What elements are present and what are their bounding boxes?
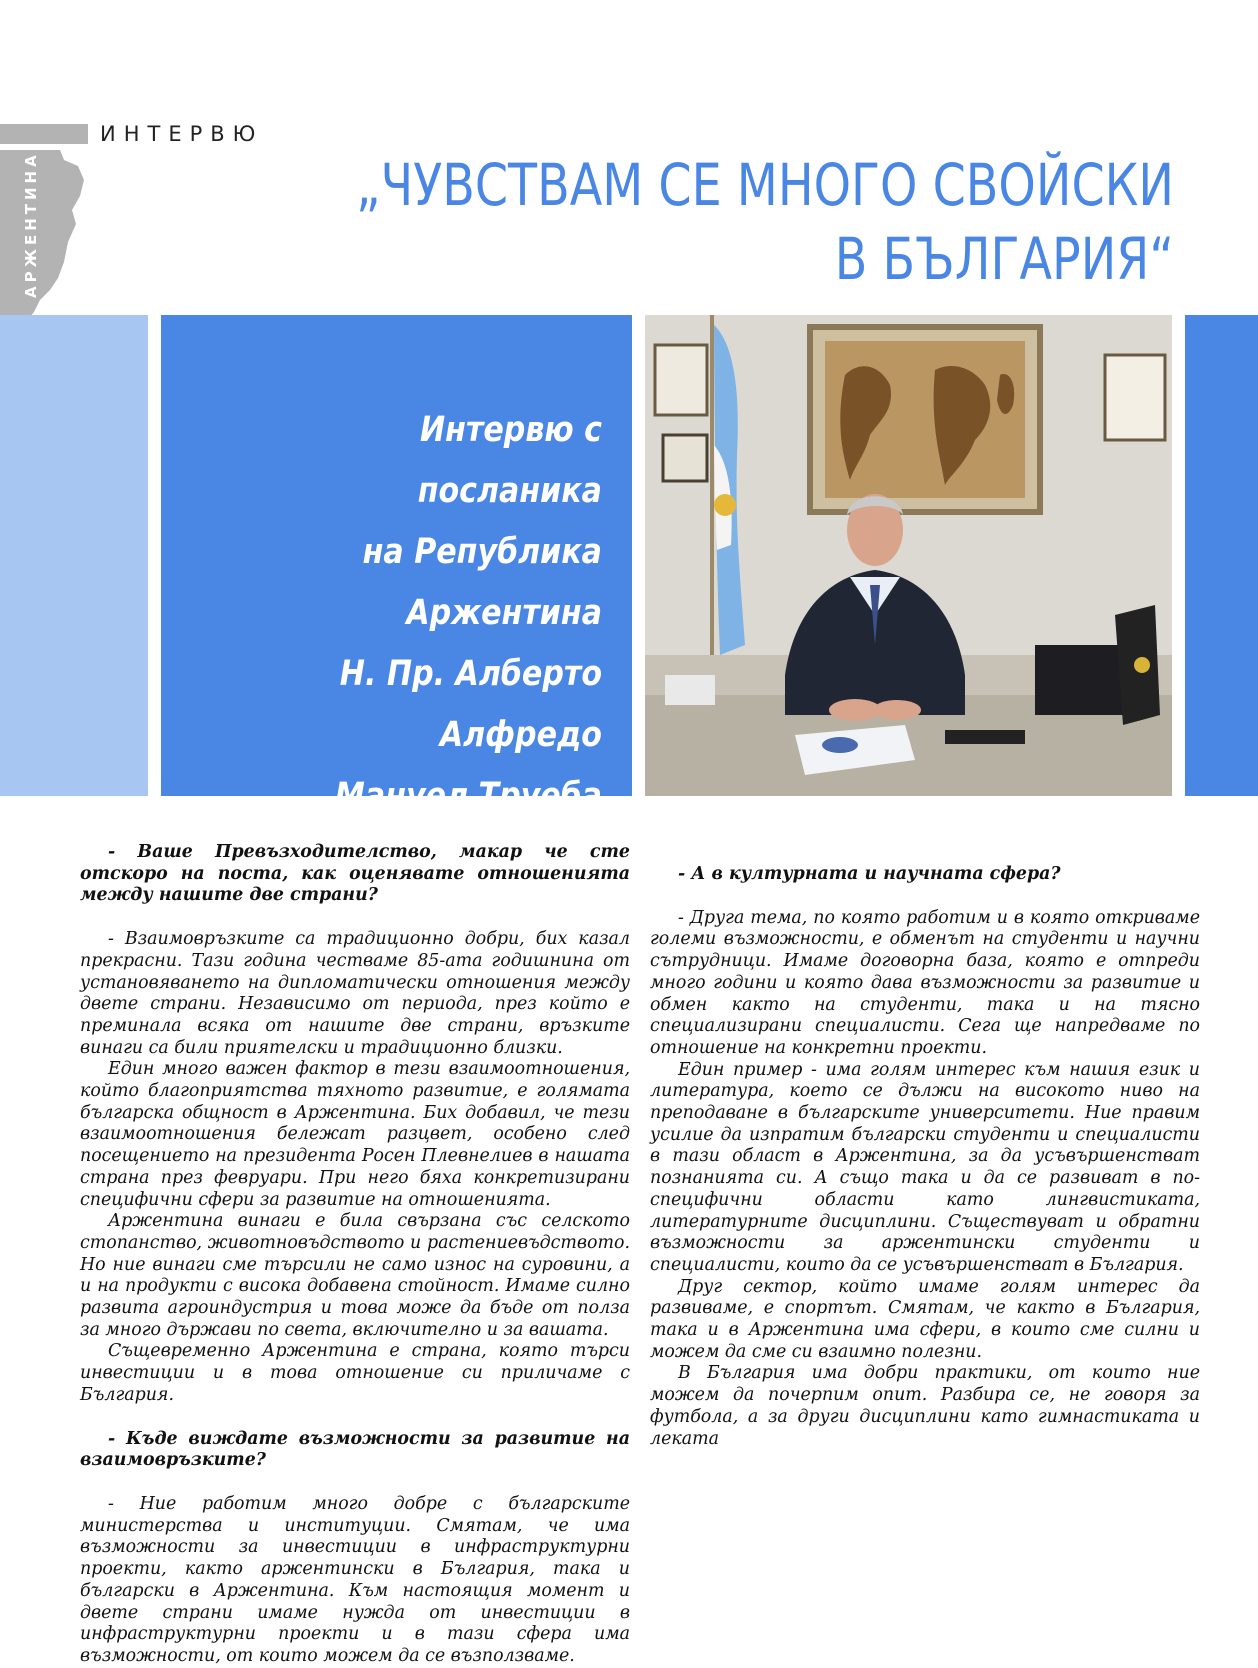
ambassador-photo <box>645 315 1172 796</box>
answer-1-paragraph-4: Същевременно Аржентина е страна, която търси инвестиции и в това отношение си приличаме с България. <box>80 1341 630 1405</box>
answer-3-paragraph-4: В България има добри практики, от които ние можем да почерпим опит. Разбира се, не говоря за футбола, а за други дисциплини като гимнастиката и леката <box>650 1363 1200 1449</box>
question-3: - А в културната и научната сфера? <box>678 864 1061 884</box>
lead-line-4: Мануел Труеба <box>334 776 602 816</box>
article-column-right-content <box>650 842 1200 1450</box>
country-label: АРЖЕНТИНА <box>22 151 40 299</box>
headline <box>354 148 1174 296</box>
lead-line-1: Интервю с посланика <box>417 410 602 511</box>
lead-box <box>161 315 632 816</box>
answer-1-paragraph-2: Един много важен фактор в тези взаимоотношения, който благоприятства тяхното развитие, е голямата българска общност в Аржентина. Бих добавил, че тези взаимоотношения бележат разцвет, особено след посещението на президента Росен Плевнелиев в нашата страна през февруари. При него бяха конкретизирани специфични сфери за развитие на отношенията. <box>80 1059 630 1210</box>
headline-line-1: „ЧУВСТВАМ СЕ МНОГО СВОЙСКИ <box>355 151 1174 219</box>
section-bar <box>0 124 88 144</box>
answer-2-paragraph-1: - Ние работим много добре с българските министерства и институции. Смятам, че има възможности за инвестиции в инфраструктурни проекти, както аржентински в България, така и български в Аржентина. Към настоящия момент и двете страни имаме нужда от инвестиции в инфраструктурни проекти и в тази сфера има възможности, от които можем да се възползваме. <box>80 1493 630 1666</box>
answer-1-paragraph-3: Аржентина винаги е била свързана със селското стопанство, животновъдството и растениевъдството. Но ние винаги сме търсили не само износ на суровини, а и на продукти с висока добавена стойност. Имаме силно развита агроиндустрия и това може да бъде от полза за много държави по света, включително и за вашата. <box>80 1211 630 1340</box>
answer-1-paragraph-1: - Взаимовръзките са традиционно добри, бих казал прекрасни. Тази година честваме 85-ата годишнина от установяването на дипломатически отношения между двете страни. Независимо от периода, през който е преминала всяка от нашите две страни, връзките винаги са били приятелски и традиционно близки. <box>80 929 630 1058</box>
headline-line-2: В БЪЛГАРИЯ“ <box>834 225 1174 293</box>
answer-3-paragraph-2: Един пример - има голям интерес към нашия език и литература, което се дължи на високото ниво на преподаване в българските университети. Ние правим усилие да изпратим български студенти и специалисти в тази област в Аржентина, за да усъвършенстват познанията си. А също така и да се развиват в по-специфични области като лингвистиката, литературните дисциплини. Съществуват и обратни възможности за аржентински студенти и специалисти, които да се усъвършенстват в България. <box>650 1059 1200 1275</box>
question-2: - Къде виждате възможности за развитие на взаимовръзките? <box>80 1428 630 1471</box>
lead-line-3: Н. Пр. Алберто Алфредо <box>339 654 602 755</box>
left-accent-panel <box>0 315 148 796</box>
lead-text <box>232 400 602 827</box>
answer-3-paragraph-1: - Друга тема, по която работим и в която откриваме големи възможности, е обменът на студенти и научни сътрудници. Имаме договорна база, която е отпреди много години и която дава възможности за развитие и обмен както на студенти, така и на тясно специализирани специалисти. Сега ще напредваме по отношение на конкретни проекти. <box>650 907 1200 1058</box>
lead-line-2: на Република Аржентина <box>362 532 602 633</box>
question-1: - Ваше Превъзходителство, макар че сте отскоро на поста, как оценявате отношенията между нашите две страни? <box>80 842 630 906</box>
right-accent-panel <box>1185 315 1258 796</box>
answer-3-paragraph-3: Друг сектор, който имаме голям интерес да развиваме, е спортът. Смятам, че както в България, така и в Аржентина има сфери, в които сме силни и можем да сме си взаимно полезни. <box>650 1276 1200 1362</box>
section-label: ИНТЕРВЮ <box>100 122 264 146</box>
article-column-left <box>80 842 630 1668</box>
photo-illustration <box>645 315 1172 796</box>
